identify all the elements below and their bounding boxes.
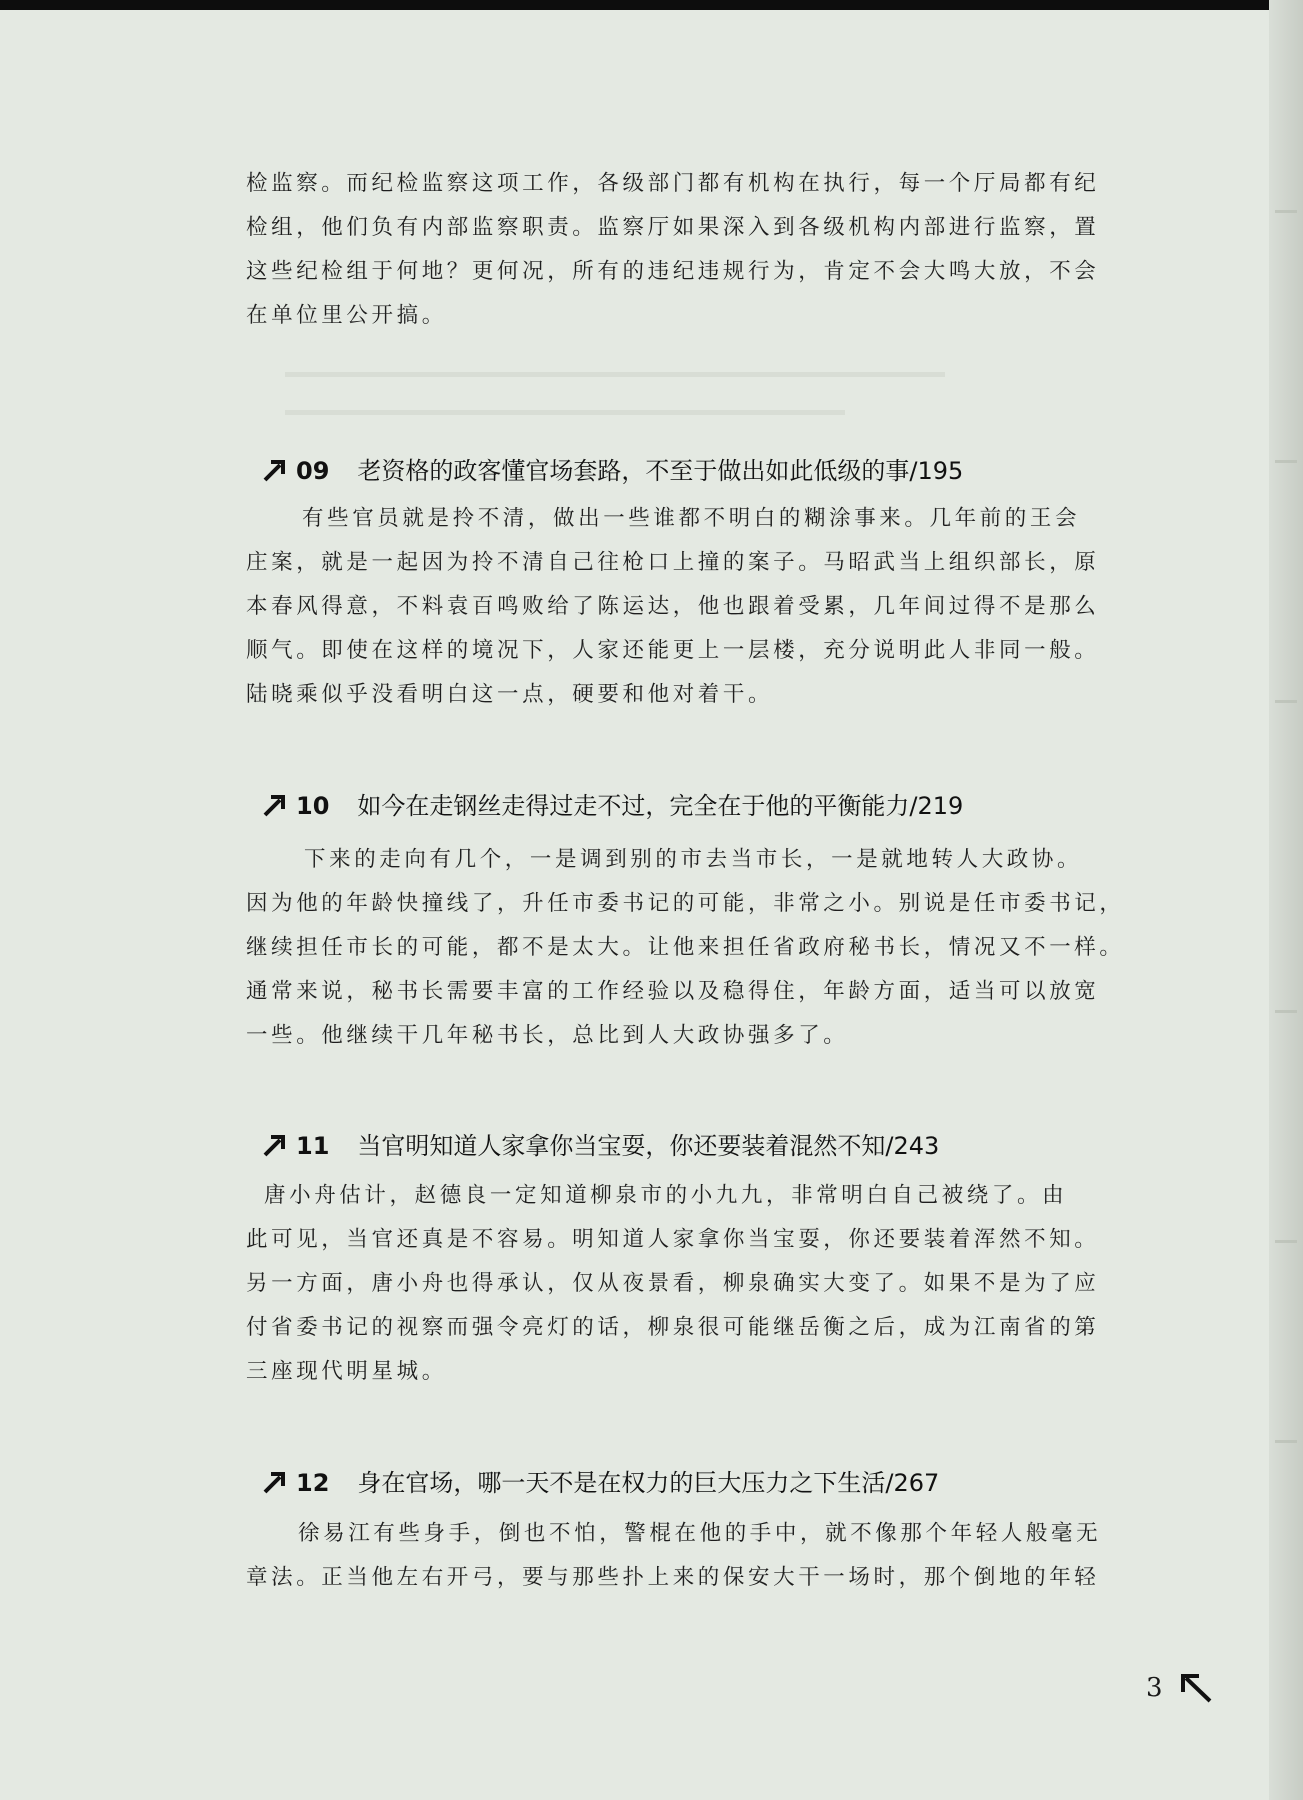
text-line: 徐易江有些身手，倒也不怕，警棍在他的手中，就不像那个年轻人般毫无 (298, 1521, 1102, 1546)
arrow-icon (262, 1133, 296, 1157)
text-line: 这些纪检组于何地？更何况，所有的违纪违规行为，肯定不会大鸣大放，不会 (246, 259, 1100, 284)
scan-right-edge (1269, 0, 1303, 1800)
section-number: 12 (296, 1469, 330, 1497)
page-number: 3 (1146, 1673, 1163, 1703)
arrow-icon (262, 1470, 296, 1494)
section-number: 09 (296, 457, 330, 485)
bleed-through (285, 410, 845, 415)
section-title: 如今在走钢丝走得过走不过，完全在于他的平衡能力/219 (357, 792, 964, 820)
arrow-icon (262, 793, 296, 817)
text-line: 顺气。即使在这样的境况下，人家还能更上一层楼，充分说明此人非同一般。 (246, 638, 1100, 663)
bleed-through (285, 372, 945, 377)
text-line: 另一方面，唐小舟也得承认，仅从夜景看，柳泉确实大变了。如果不是为了应 (246, 1271, 1100, 1296)
text-line: 通常来说，秘书长需要丰富的工作经验以及稳得住，年龄方面，适当可以放宽 (246, 979, 1100, 1004)
text-line: 庄案，就是一起因为拎不清自己往枪口上撞的案子。马昭武当上组织部长，原 (246, 550, 1100, 575)
paragraph-continued (246, 162, 1132, 338)
text-line: 此可见，当官还真是不容易。明知道人家拿你当宝耍，你还要装着浑然不知。 (246, 1227, 1100, 1252)
text-line: 一些。他继续干几年秘书长，总比到人大政协强多了。 (246, 1023, 849, 1048)
section-text (246, 838, 1132, 1058)
section-heading-10 (262, 790, 963, 822)
section-text (246, 1174, 1132, 1394)
section-text (246, 497, 1132, 717)
text-line: 三座现代明星城。 (246, 1359, 447, 1384)
text-line: 有些官员就是拎不清，做出一些谁都不明白的糊涂事来。几年前的王会 (302, 506, 1081, 531)
section-title: 身在官场，哪一天不是在权力的巨大压力之下生活/267 (357, 1469, 940, 1497)
text-line: 唐小舟估计，赵德良一定知道柳泉市的小九九，非常明白自己被绕了。由 (264, 1183, 1068, 1208)
section-title: 当官明知道人家拿你当宝耍，你还要装着混然不知/243 (357, 1132, 940, 1160)
arrow-icon (262, 458, 296, 482)
section-heading-11 (262, 1130, 939, 1162)
text-line: 付省委书记的视察而强令亮灯的话，柳泉很可能继岳衡之后，成为江南省的第 (246, 1315, 1100, 1340)
corner-arrow-icon (1178, 1672, 1214, 1704)
text-line: 因为他的年龄快撞线了，升任市委书记的可能，非常之小。别说是任市委书记， (246, 891, 1125, 916)
text-line: 本春风得意，不料袁百鸣败给了陈运达，他也跟着受累，几年间过得不是那么 (246, 594, 1100, 619)
text-line: 下来的走向有几个，一是调到别的市去当市长，一是就地转人大政协。 (304, 847, 1083, 872)
text-line: 继续担任市长的可能，都不是太大。让他来担任省政府秘书长，情况又不一样。 (246, 935, 1125, 960)
text-line: 检组，他们负有内部监察职责。监察厅如果深入到各级机构内部进行监察，置 (246, 215, 1100, 240)
section-heading-09 (262, 455, 963, 487)
section-heading-12 (262, 1467, 939, 1499)
text-line: 章法。正当他左右开弓，要与那些扑上来的保安大干一场时，那个倒地的年轻 (246, 1565, 1100, 1590)
section-title: 老资格的政客懂官场套路，不至于做出如此低级的事/195 (357, 457, 964, 485)
text-line: 检监察。而纪检监察这项工作，各级部门都有机构在执行，每一个厅局都有纪 (246, 171, 1100, 196)
scan-top-edge (0, 0, 1303, 10)
section-number: 10 (296, 792, 330, 820)
section-number: 11 (296, 1132, 330, 1160)
text-line: 在单位里公开搞。 (246, 303, 447, 328)
text-line: 陆晓乘似乎没看明白这一点，硬要和他对着干。 (246, 682, 774, 707)
section-text (246, 1512, 1132, 1600)
